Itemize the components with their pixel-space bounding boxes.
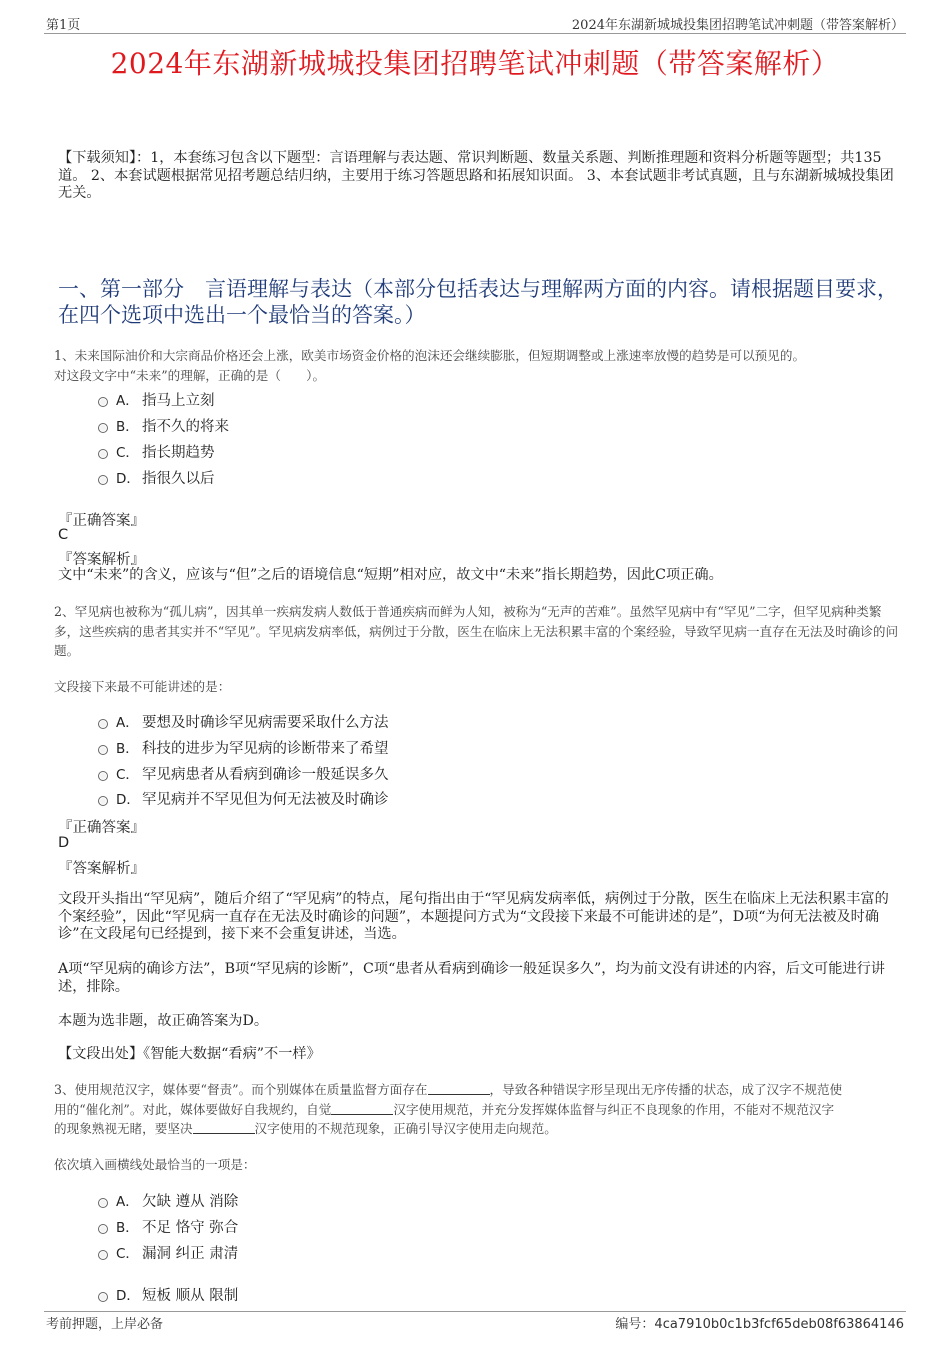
question-1-analysis: 文中“未来”的含义，应该与“但”之后的语境信息“短期”相对应，故文中“未来”指长期趋势，因此C项正确。 [58,567,723,583]
radio-icon[interactable] [98,475,108,485]
question-2-answer-label: 『正确答案』 [58,820,145,836]
fill-blank-1[interactable] [428,1082,490,1095]
radio-icon[interactable] [98,449,108,459]
question-1-prompt: 对这段文字中“未来”的理解，正确的是（ ）。 [54,368,326,383]
fill-blank-3[interactable] [193,1121,255,1134]
question-3-prompt: 依次填入画横线处最恰当的一项是： [54,1157,256,1172]
page-title: 2024年东湖新城城投集团招聘笔试冲刺题（带答案解析） [110,47,840,80]
radio-icon[interactable] [98,719,108,729]
page-number: 第1页 [46,18,81,33]
question-1-analysis-label: 『答案解析』 [58,552,145,568]
question-2-prompt: 文段接下来最不可能讲述的是： [54,679,231,694]
radio-icon[interactable] [98,1224,108,1234]
question-2-option-d[interactable]: D． 罕见病并不罕见但为何无法被及时确诊 [98,788,389,809]
footer-rule [44,1311,906,1312]
header-doc-title: 2024年东湖新城城投集团招聘笔试冲刺题（带答案解析） [571,18,904,33]
question-3-option-d[interactable]: D． 短板 顺从 限制 [98,1284,238,1305]
fill-blank-2[interactable] [331,1102,393,1115]
question-1-option-b[interactable]: B． 指不久的将来 [98,415,229,436]
question-2-answer: D [58,835,70,851]
question-3-option-b[interactable]: B． 不足 恪守 弥合 [98,1216,238,1237]
question-2-analysis-p3: 本题为选非题，故正确答案为D。 [58,1013,269,1029]
question-1-answer: C [58,527,69,543]
radio-icon[interactable] [98,397,108,407]
question-1-stem: 1、未来国际油价和大宗商品价格还会上涨，欧美市场资金价格的泡沫还会继续膨胀，但短期调整或上涨速率放慢的趋势是可以预见的。 [54,348,806,363]
question-2-analysis-label: 『答案解析』 [58,861,145,877]
section-heading: 一、第一部分 言语理解与表达（本部分包括表达与理解两方面的内容。请根据题目要求，在四个选项中选出一个最恰当的答案。） [58,277,898,327]
question-2-option-a[interactable]: A． 要想及时确诊罕见病需要采取什么方法 [98,711,389,732]
footer-slogan: 考前押题，上岸必备 [46,1317,164,1332]
radio-icon[interactable] [98,745,108,755]
question-1-answer-label: 『正确答案』 [58,513,145,529]
question-3-option-a[interactable]: A． 欠缺 遵从 消除 [98,1190,238,1211]
question-2-analysis-p1: 文段开头指出“罕见病”，随后介绍了“罕见病”的特点，尾句指出由于“罕见病发病率低，病例过于分散，医生在临床上无法积累丰富的个案经验”，因此“罕见病一直存在无法及时确诊的问题”，本题提问方式为“文段接下来最不可能讲述的是”，D项“为何无法被及时确诊”在文段尾句已经提到，接下来不会重复讲述，当选。 [58,891,889,942]
radio-icon[interactable] [98,1250,108,1260]
footer-code: 编号：4ca7910b0c1b3fcf65deb08f63864146 [615,1317,904,1332]
question-1-option-a[interactable]: A． 指马上立刻 [98,389,215,410]
question-2-option-b[interactable]: B． 科技的进步为罕见病的诊断带来了希望 [98,737,389,758]
radio-icon[interactable] [98,796,108,806]
question-2-option-c[interactable]: C． 罕见病患者从看病到确诊一般延误多久 [98,763,389,784]
header-rule [44,33,906,34]
question-1-option-c[interactable]: C． 指长期趋势 [98,441,215,462]
radio-icon[interactable] [98,771,108,781]
question-2-stem: 2、罕见病也被称为“孤儿病”，因其单一疾病发病人数低于普通疾病而鲜为人知，被称为“无声的苦难”。虽然罕见病中有“罕见”二字，但罕见病种类繁多，这些疾病的患者其实并不“罕见”。罕见病发病率低，病例过于分散，医生在临床上无法积累丰富的个案经验，导致罕见病一直存在无法及时确诊的问题。 [54,604,899,658]
radio-icon[interactable] [98,423,108,433]
download-notice: 【下载须知】：1，本套练习包含以下题型：言语理解与表达题、常识判断题、数量关系题、判断推理题和资料分析题等题型；共135道。 2、本套试题根据常见招考题总结归纳，主要用于练习答题思路和拓展知识面。 3、本套试题非考试真题，且与东湖新城城投集团无关。 [58,150,894,201]
question-3-stem: 3、使用规范汉字，媒体要“督责”。而个别媒体在质量监督方面存在 ，导致各种错误字形呈现出无序传播的状态，成了汉字不规范使 用的“催化剂”。对此，媒体要做好自我规约，自觉 汉字使用规范，并充分发挥媒体监督与纠正不良现象的作用，不能对不规范汉字 的现象熟视无睹，要坚决 汉字使用的不规范现象，正确引导汉字使用走向规范。 [54,1082,843,1136]
radio-icon[interactable] [98,1198,108,1208]
question-3-option-c[interactable]: C． 漏洞 纠正 肃清 [98,1242,238,1263]
radio-icon[interactable] [98,1292,108,1302]
question-2-source: 【文段出处】《智能大数据“看病”不一样》 [58,1046,321,1062]
question-1-option-d[interactable]: D． 指很久以后 [98,467,215,488]
question-2-analysis-p2: A项“罕见病的确诊方法”，B项“罕见病的诊断”，C项“患者从看病到确诊一般延误多久”，均为前文没有讲述的内容，后文可能进行讲述，排除。 [58,961,885,995]
